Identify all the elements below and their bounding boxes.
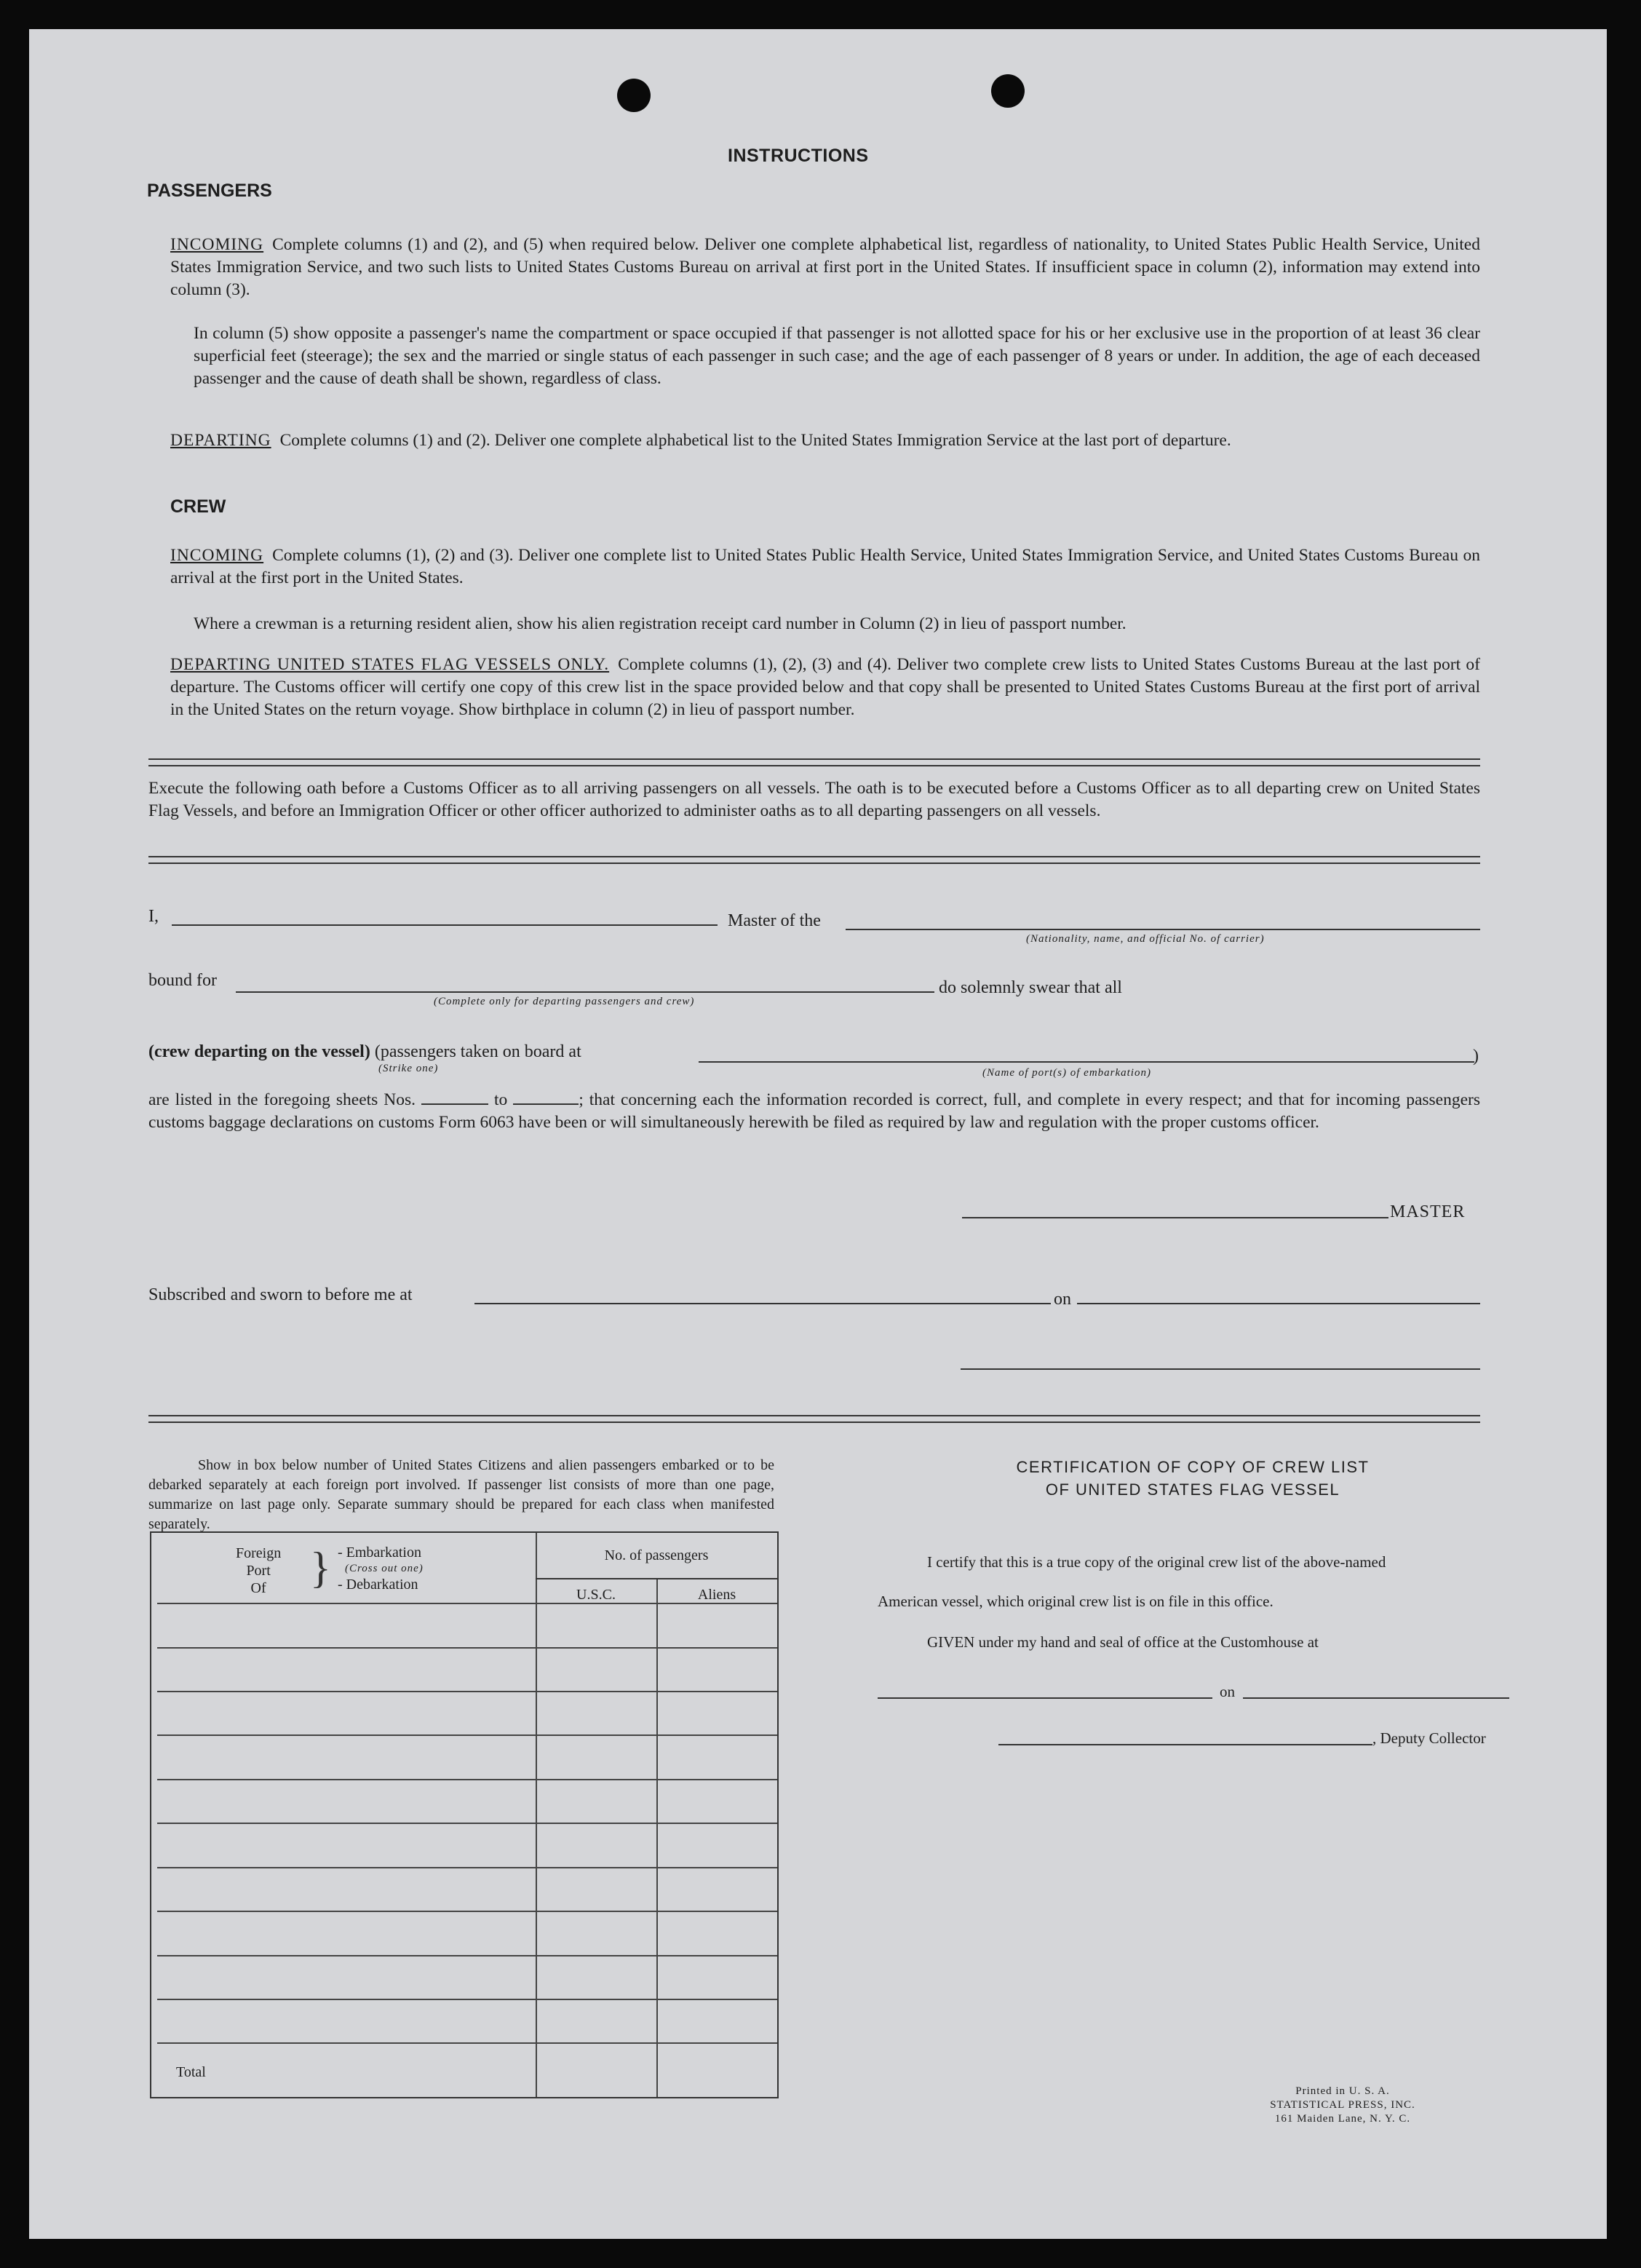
officer-signature-field[interactable] bbox=[961, 1368, 1480, 1370]
column5-text: In column (5) show opposite a passenger's name the compartment or space occupied if that passenger is not allotted space for his or her exclusive use in the proportion of at least 36 clear superficial feet (steerage); the sex and the married or single status of each passenger in such case; and the age of each passenger of 8 years or under. In addition, the age of each deceased passenger and the cause of death shall be shown, regardless of class. bbox=[194, 324, 1480, 388]
carrier-field[interactable] bbox=[846, 929, 1480, 930]
passenger-summary-table bbox=[150, 1531, 779, 2098]
passengers-incoming-block bbox=[170, 234, 1480, 301]
crew-incoming-lead: INCOMING bbox=[170, 546, 264, 565]
divider-rule bbox=[148, 856, 1480, 864]
passengers-departing-lead: DEPARTING bbox=[170, 431, 271, 450]
summary-instructions: Show in box below number of United States Citizens and alien passengers embarked or to be debarked separately at each foreign port involved. If passenger list consists of more than one page, summarize on last page only. Separate summary should be prepared for each class when manifested separately. bbox=[148, 1457, 774, 1532]
to-label: to bbox=[494, 1090, 508, 1109]
printer-imprint bbox=[1259, 2085, 1426, 2126]
cert-on-label: on bbox=[1220, 1683, 1235, 1700]
customhouse-place-field[interactable] bbox=[878, 1697, 1212, 1699]
crew-resident-text: Where a crewman is a returning resident alien, show his alien registration receipt card number in Column (2) in lieu of passport number. bbox=[194, 614, 1127, 633]
punch-hole-right bbox=[991, 74, 1025, 108]
crew-departing-text: Complete columns (1), (2), (3) and (4). Deliver two complete crew lists to United States Customs Bureau at the last port of departure. The Customs officer will certify one copy of this crew list in the space provided below and that copy shall be presented to United States Customs Bureau at the first port of arrival in the United States on the return voyage. Show birthplace in column (2) in lieu of passport number. bbox=[170, 655, 1480, 719]
strike-caption: (Strike one) bbox=[378, 1063, 439, 1074]
total-label: Total bbox=[176, 2064, 206, 2080]
bound-for-field[interactable] bbox=[236, 991, 934, 993]
brace-glyph: } bbox=[310, 1544, 331, 1592]
master-of-label: Master of the bbox=[728, 911, 821, 930]
table-row[interactable] bbox=[157, 1999, 777, 2000]
table-row[interactable] bbox=[157, 1955, 777, 1956]
divider-rule bbox=[148, 758, 1480, 766]
certification-title bbox=[876, 1456, 1509, 1501]
deputy-collector-label: , Deputy Collector bbox=[1372, 1729, 1486, 1747]
table-row[interactable] bbox=[157, 1911, 777, 1912]
carrier-caption: (Nationality, name, and official No. of carrier) bbox=[1026, 933, 1265, 945]
divider-rule bbox=[148, 1415, 1480, 1423]
master-label: MASTER bbox=[1390, 1202, 1466, 1221]
certification-title-line2: OF UNITED STATES FLAG VESSEL bbox=[1045, 1480, 1340, 1499]
ports-caption: (Name of port(s) of embarkation) bbox=[982, 1067, 1151, 1079]
table-row[interactable] bbox=[157, 1647, 777, 1649]
table-row[interactable] bbox=[157, 1823, 777, 1824]
close-paren: ) bbox=[1473, 1047, 1479, 1066]
passengers-departing-block bbox=[170, 429, 1480, 452]
column-divider bbox=[656, 1578, 658, 2097]
column5-block bbox=[194, 322, 1480, 390]
usc-label: U.S.C. bbox=[576, 1587, 616, 1603]
crew-departing-block bbox=[170, 654, 1480, 721]
table-row[interactable] bbox=[157, 1779, 777, 1780]
foreign-label: Foreign bbox=[236, 1545, 282, 1561]
sheets-paragraph bbox=[148, 1089, 1480, 1134]
embarkation-ports-field[interactable] bbox=[699, 1061, 1474, 1063]
aliens-label: Aliens bbox=[697, 1587, 736, 1603]
sworn-date-field[interactable] bbox=[1077, 1303, 1480, 1304]
column-divider bbox=[536, 1533, 537, 2097]
cross-out-label: (Cross out one) bbox=[345, 1563, 424, 1574]
table-row[interactable] bbox=[157, 2042, 777, 2044]
punch-hole-left bbox=[617, 79, 651, 112]
crew-resident-block bbox=[194, 613, 1480, 635]
master-signature-field[interactable] bbox=[962, 1217, 1388, 1218]
given-line: GIVEN under my hand and seal of office at the Customhouse at bbox=[927, 1633, 1319, 1651]
passengers-heading: PASSENGERS bbox=[147, 181, 272, 201]
foreign-port-of-label bbox=[236, 1545, 281, 1597]
sheet-to-field[interactable] bbox=[513, 1090, 579, 1105]
passengers-incoming-lead: INCOMING bbox=[170, 235, 264, 254]
crew-incoming-text: Complete columns (1), (2) and (3). Deliver one complete list to United States Public Health Service, United States Immigration Service, and United States Customs Bureau on arrival at the first port in the United States. bbox=[170, 546, 1480, 587]
table-row[interactable] bbox=[157, 1867, 777, 1868]
customhouse-date-field[interactable] bbox=[1243, 1697, 1509, 1699]
master-name-field[interactable] bbox=[172, 924, 718, 926]
oath-i-label: I, bbox=[148, 907, 159, 926]
passengers-taken-label: (passengers taken on board at bbox=[374, 1042, 581, 1061]
table-row[interactable] bbox=[157, 1734, 777, 1736]
certification-title-line1: CERTIFICATION OF COPY OF CREW LIST bbox=[1016, 1458, 1370, 1476]
crew-heading: CREW bbox=[170, 496, 226, 517]
no-passengers-label: No. of passengers bbox=[604, 1547, 709, 1563]
imprint-line1: Printed in U. S. A. bbox=[1295, 2085, 1390, 2097]
port-label: Port bbox=[246, 1563, 271, 1579]
imprint-line3: 161 Maiden Lane, N. Y. C. bbox=[1274, 2113, 1411, 2125]
certify-line2: American vessel, which original crew list is on file in this office. bbox=[878, 1593, 1274, 1610]
embark-debark-block bbox=[338, 1545, 424, 1593]
crew-departing-label: (crew departing on the vessel) bbox=[148, 1042, 370, 1061]
oath-instructions-text: Execute the following oath before a Customs Officer as to all arriving passengers on all vessels. The oath is to be executed before a Customs Officer as to all departing crew on United States Flag Vessels, and before an Immigration Officer or other officer authorized to administer oaths as to all departing passengers on all vessels. bbox=[148, 779, 1480, 820]
sheets-post-text: ; that concerning each the information recorded is correct, full, and complete in every respect; and that for incoming passengers customs baggage declarations on customs Form 6063 have been or will simultaneously herewith be filed as required by law and regulation with the proper customs officer. bbox=[148, 1090, 1481, 1132]
sworn-place-field[interactable] bbox=[474, 1303, 1051, 1304]
passengers-incoming-text: Complete columns (1) and (2), and (5) when required below. Deliver one complete alphabetical list, regardless of nationality, to United States Public Health Service, United States Immigration Service, and two such lists to United States Customs Bureau on arrival at first port in the United States. If insufficient space in column (2), information may extend into column (3). bbox=[170, 235, 1480, 299]
imprint-line2: STATISTICAL PRESS, INC. bbox=[1270, 2099, 1415, 2111]
sheets-pre-text: are listed in the foregoing sheets Nos. bbox=[148, 1090, 416, 1109]
bound-for-label: bound for bbox=[148, 971, 217, 990]
table-row[interactable] bbox=[157, 1691, 777, 1692]
crew-departing-lead: DEPARTING UNITED STATES FLAG VESSELS ONLY. bbox=[170, 655, 610, 674]
page-title: INSTRUCTIONS bbox=[728, 146, 869, 166]
deputy-collector-signature-field[interactable] bbox=[998, 1744, 1372, 1745]
subscribed-label: Subscribed and sworn to before me at bbox=[148, 1285, 413, 1304]
sheet-from-field[interactable] bbox=[421, 1090, 488, 1105]
oath-instructions-block bbox=[148, 777, 1480, 822]
sworn-on-label: on bbox=[1054, 1290, 1071, 1309]
crew-passengers-line bbox=[148, 1042, 581, 1062]
form-page bbox=[29, 29, 1607, 2239]
header-divider bbox=[536, 1578, 777, 1579]
table-row[interactable] bbox=[157, 1603, 777, 1604]
of-label: Of bbox=[250, 1580, 266, 1596]
bound-caption: (Complete only for departing passengers and crew) bbox=[434, 996, 695, 1007]
swear-label: do solemnly swear that all bbox=[939, 978, 1122, 997]
certify-line1: I certify that this is a true copy of the original crew list of the above-named bbox=[927, 1553, 1386, 1571]
embarkation-label: - Embarkation bbox=[338, 1545, 421, 1561]
crew-incoming-block bbox=[170, 544, 1480, 590]
debarkation-label: - Debarkation bbox=[338, 1577, 418, 1593]
passengers-departing-text: Complete columns (1) and (2). Deliver one complete alphabetical list to the United States Immigration Service at the last port of departure. bbox=[279, 431, 1231, 450]
